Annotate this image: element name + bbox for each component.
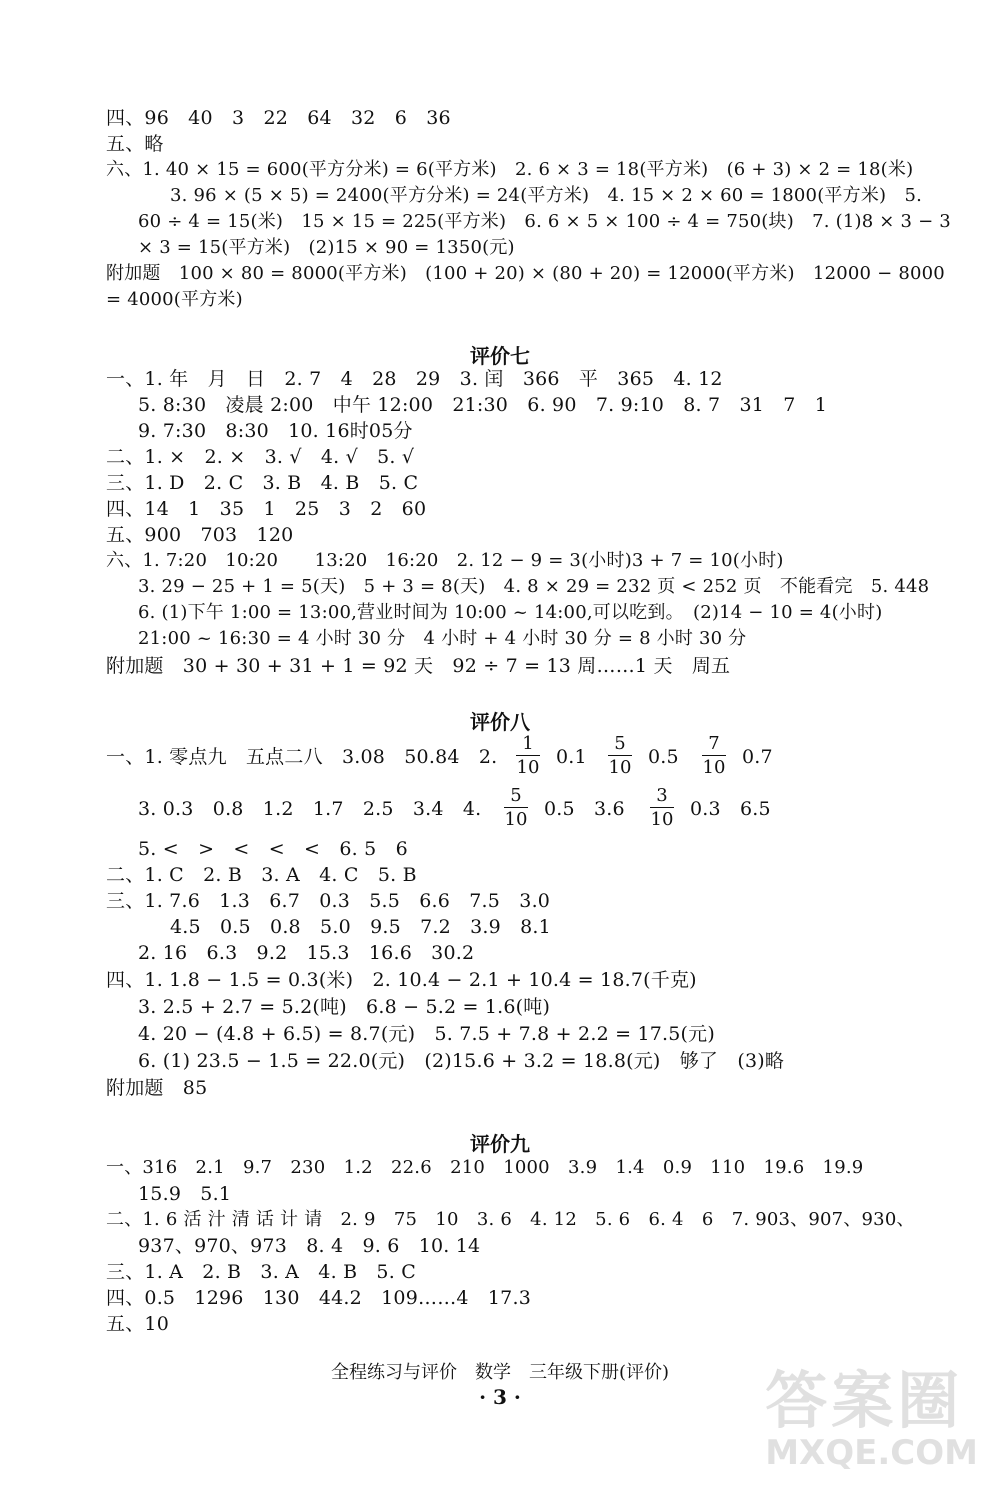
answer-line: 二、1. C 2. B 3. A 4. C 5. B: [106, 864, 417, 886]
answer-line: = 4000(平方米): [106, 289, 243, 310]
section-title: 评价八: [470, 710, 530, 734]
answer-line: 21:00 ~ 16:30 = 4 小时 30 分 4 小时 + 4 小时 30 分 = 8 小时 30 分: [138, 628, 747, 649]
denominator: 10: [702, 757, 726, 778]
answer-line: 附加题 100 × 80 = 8000(平方米) (100 + 20) × (80 + 20) = 12000(平方米) 12000 − 8000: [106, 263, 945, 284]
answer-line: 5. 8:30 凌晨 2:00 中午 12:00 21:30 6. 90 7. 9:10 8. 7 31 7 1: [138, 394, 828, 416]
numerator: 3: [656, 785, 668, 806]
denominator: 10: [516, 757, 540, 778]
answer-line: 二、1. × 2. × 3. √ 4. √ 5. √: [106, 446, 415, 468]
numerator: 5: [510, 785, 522, 806]
answer-line: 三、1. A 2. B 3. A 4. B 5. C: [106, 1261, 416, 1283]
fraction: [608, 733, 632, 778]
watermark-site: MXQE.COM: [765, 1433, 978, 1473]
answer-line: 4.5 0.5 0.8 5.0 9.5 7.2 3.9 8.1: [170, 916, 551, 938]
answer-line: 60 ÷ 4 = 15(米) 15 × 15 = 225(平方米) 6. 6 × 5 × 100 ÷ 4 = 750(块) 7. (1)8 × 3 − 3: [138, 211, 951, 232]
denominator: 10: [504, 809, 528, 830]
fraction-bar: [504, 807, 528, 808]
answer-line: 附加题 30 + 30 + 31 + 1 = 92 天 92 ÷ 7 = 13 周……1 天 周五: [106, 655, 731, 677]
numerator: 5: [614, 733, 626, 754]
answer-line: × 3 = 15(平方米) (2)15 × 90 = 1350(元): [138, 237, 515, 258]
answer-line: 937、970、973 8. 4 9. 6 10. 14: [138, 1235, 481, 1257]
section-title: 评价九: [470, 1132, 530, 1156]
answer-line: 四、96 40 3 22 64 32 6 36: [106, 107, 451, 129]
answer-line: 0.3 6.5: [690, 798, 771, 820]
book-footer: 全程练习与评价 数学 三年级下册(评价): [330, 1362, 670, 1383]
fraction: [504, 785, 528, 830]
answer-line: 六、1. 40 × 15 = 600(平方分米) = 6(平方米) 2. 6 × 3 = 18(平方米) (6 + 3) × 2 = 18(米): [106, 159, 914, 180]
answer-line: 一、1. 零点九 五点二八 3.08 50.84 2.: [106, 746, 498, 768]
numerator: 7: [708, 733, 720, 754]
answer-line: 附加题 85: [106, 1077, 208, 1099]
fraction: [516, 733, 540, 778]
answer-line: 四、0.5 1296 130 44.2 109……4 17.3: [106, 1287, 531, 1309]
answer-line: 三、1. D 2. C 3. B 4. B 5. C: [106, 472, 419, 494]
answer-line: 一、316 2.1 9.7 230 1.2 22.6 210 1000 3.9 1.4 0.9 110 19.6 19.9: [106, 1157, 864, 1178]
answer-line: 四、14 1 35 1 25 3 2 60: [106, 498, 427, 520]
answer-line: 9. 7:30 8:30 10. 16时05分: [138, 420, 413, 442]
answer-line: 三、1. 7.6 1.3 6.7 0.3 5.5 6.6 7.5 3.0: [106, 890, 551, 912]
answer-line: 15.9 5.1: [138, 1183, 232, 1205]
answer-line: 0.1: [556, 746, 587, 768]
watermark: [765, 1364, 978, 1473]
answer-line: 二、1. 6 活 汁 清 话 计 请 2. 9 75 10 3. 6 4. 12 5. 6 6. 4 6 7. 903、907、930、: [106, 1209, 915, 1230]
answer-line: 3. 29 − 25 + 1 = 5(天) 5 + 3 = 8(天) 4. 8 × 29 = 232 页 < 252 页 不能看完 5. 448: [138, 576, 930, 597]
fraction-bar: [702, 755, 726, 756]
denominator: 10: [608, 757, 632, 778]
fraction: [650, 785, 674, 830]
answer-line: 五、10: [106, 1313, 169, 1335]
watermark-logo-text: 答案圈: [765, 1364, 964, 1437]
answer-line: 2. 16 6.3 9.2 15.3 16.6 30.2: [138, 942, 475, 964]
answer-line: 五、略: [106, 133, 164, 155]
answer-line: 0.7: [742, 746, 773, 768]
answer-line: 六、1. 7:20 10:20 13:20 16:20 2. 12 − 9 = 3(小时)3 + 7 = 10(小时): [106, 550, 784, 571]
answer-line: 一、1. 年 月 日 2. 7 4 28 29 3. 闰 366 平 365 4. 12: [106, 368, 723, 390]
numerator: 1: [522, 733, 534, 754]
answer-line: 6. (1)下午 1:00 = 13:00,营业时间为 10:00 ~ 14:00,可以吃到。 (2)14 − 10 = 4(小时): [138, 602, 883, 623]
fraction-bar: [650, 807, 674, 808]
answer-line: 6. (1) 23.5 − 1.5 = 22.0(元) (2)15.6 + 3.2 = 18.8(元) 够了 (3)略: [138, 1050, 785, 1072]
page-number: · 3 ·: [479, 1385, 521, 1409]
answer-line: 五、900 703 120: [106, 524, 294, 546]
answer-line: 3. 0.3 0.8 1.2 1.7 2.5 3.4 4.: [138, 798, 482, 820]
fraction-bar: [516, 755, 540, 756]
answer-line: 4. 20 − (4.8 + 6.5) = 8.7(元) 5. 7.5 + 7.8 + 2.2 = 17.5(元): [138, 1023, 715, 1045]
denominator: 10: [650, 809, 674, 830]
fraction: [702, 733, 726, 778]
section-title: 评价七: [470, 344, 530, 368]
fraction-bar: [608, 755, 632, 756]
answer-line: 3. 2.5 + 2.7 = 5.2(吨) 6.8 − 5.2 = 1.6(吨): [138, 996, 551, 1018]
answer-line: 0.5: [648, 746, 679, 768]
answer-line: 3. 96 × (5 × 5) = 2400(平方分米) = 24(平方米) 4. 15 × 2 × 60 = 1800(平方米) 5.: [170, 185, 923, 206]
answer-line: 四、1. 1.8 − 1.5 = 0.3(米) 2. 10.4 − 2.1 + 10.4 = 18.7(千克): [106, 969, 697, 991]
answer-line: 5. < > < < < 6. 5 6: [138, 838, 408, 860]
answer-line: 0.5 3.6: [544, 798, 625, 820]
